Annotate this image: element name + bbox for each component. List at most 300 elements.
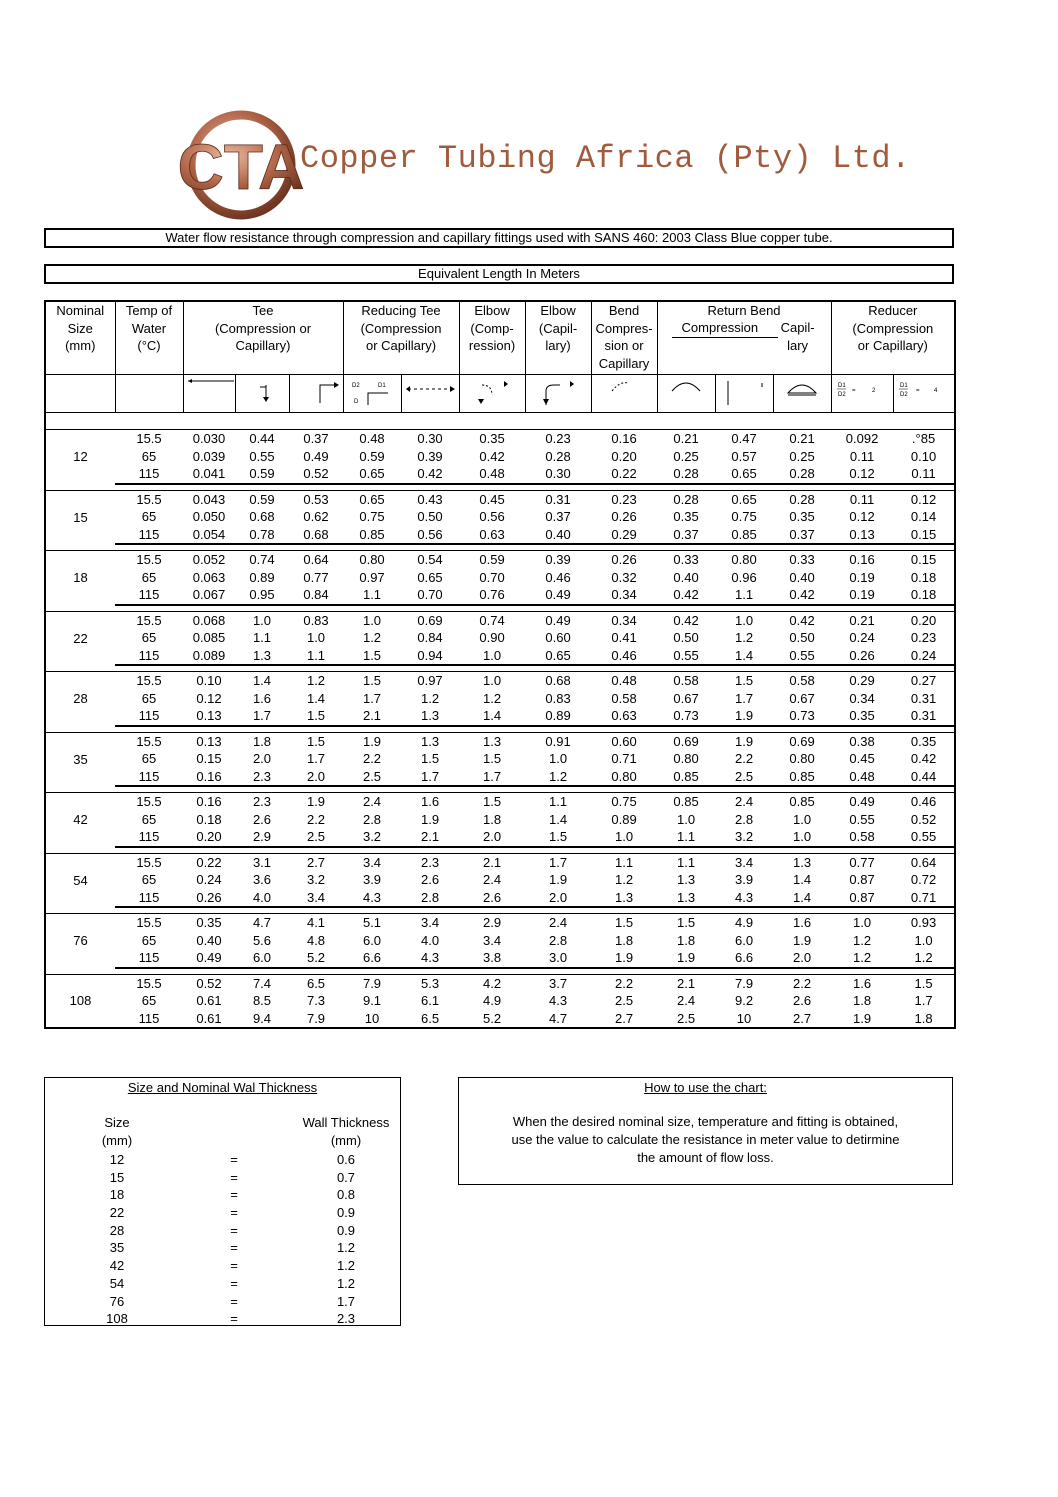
value-cell: 0.48 [459, 465, 525, 484]
value-cell: 1.0 [252, 612, 272, 628]
value-cell: 1.5 [420, 751, 440, 766]
value-cell: 0.22 [196, 854, 222, 870]
value-cell: 0.55 [893, 828, 955, 847]
temp-cell: 115 [115, 949, 183, 968]
value-cell: 0.12 [196, 690, 222, 706]
temp-cell: 15.5 [136, 915, 162, 930]
value-cell: 0.49 [303, 448, 329, 464]
logo-letters: CTA [177, 131, 305, 203]
table-row [45, 526, 955, 545]
value-cell: 0.32 [611, 569, 637, 585]
spacer-row [45, 413, 955, 430]
wall-thickness-value: 1.7 [336, 1293, 356, 1309]
reducer-icon-b [893, 375, 955, 413]
value-cell: 3.9 [734, 872, 754, 887]
value-cell: 0.80 [673, 751, 699, 766]
value-cell: 0.60 [545, 630, 571, 645]
company-logo [177, 112, 305, 218]
value-cell: 3.7 [548, 975, 568, 991]
value-cell: 0.70 [479, 569, 505, 585]
value-cell: 0.85 [673, 794, 699, 809]
value-cell: 1.0 [591, 828, 657, 847]
value-cell: 0.21 [673, 431, 699, 446]
value-cell: 0.47 [731, 431, 757, 446]
temp-cell: 15.5 [136, 733, 162, 749]
value-cell: 2.2 [306, 811, 326, 827]
value-cell: 1.3 [482, 733, 502, 749]
temp-cell: 65 [141, 448, 157, 464]
value-cell: 0.11 [893, 465, 955, 484]
temp-cell: 115 [115, 1010, 183, 1029]
value-cell: 3.4 [362, 854, 382, 870]
wall-thickness-row [45, 1310, 400, 1328]
value-cell: 0.48 [611, 673, 637, 688]
temp-cell: 65 [141, 872, 157, 887]
value-cell: 0.59 [235, 465, 289, 484]
elbow-cap-icon [525, 375, 591, 413]
value-cell: 0.80 [731, 552, 757, 567]
value-cell: 2.2 [614, 975, 634, 991]
value-cell: 0.58 [673, 673, 699, 688]
value-cell: 1.5 [306, 733, 326, 749]
value-cell: 1.0 [482, 673, 502, 688]
value-cell: 0.20 [910, 612, 937, 628]
col-header-return-bend-comp: Compression [672, 319, 779, 338]
value-cell: 0.58 [611, 690, 637, 706]
value-cell: 0.35 [673, 509, 699, 524]
value-cell: 0.46 [545, 569, 571, 585]
value-cell: 1.2 [525, 768, 591, 787]
value-cell: 3.4 [420, 915, 440, 930]
temp-cell: 65 [141, 932, 157, 948]
table-row [45, 508, 955, 526]
value-cell: 0.95 [235, 586, 289, 605]
value-cell: 0.85 [789, 794, 815, 809]
value-cell: 0.35 [789, 509, 815, 524]
value-cell: 0.76 [459, 586, 525, 605]
value-cell: .°85 [911, 431, 936, 446]
value-cell: 0.97 [417, 673, 443, 688]
value-cell: 0.42 [910, 751, 937, 766]
value-cell: 0.26 [611, 509, 637, 524]
nominal-size-cell: 18 [73, 570, 88, 586]
wall-size-header: Size (mm) [101, 1115, 133, 1148]
value-cell: 0.68 [249, 509, 275, 524]
value-cell: 6.6 [343, 949, 401, 968]
value-cell: 0.65 [525, 647, 591, 666]
value-cell: 0.34 [591, 586, 657, 605]
value-cell: 1.9 [831, 1010, 893, 1029]
value-cell: 2.0 [459, 828, 525, 847]
icon-cell-blank [115, 375, 183, 413]
value-cell: 0.10 [196, 673, 222, 688]
value-cell: 0.59 [359, 448, 385, 464]
value-cell: 1.2 [734, 630, 754, 645]
value-cell: 0.054 [183, 526, 235, 545]
value-cell: 1.0 [548, 751, 568, 766]
value-cell: 0.28 [657, 465, 715, 484]
value-cell: 0.70 [401, 586, 459, 605]
value-cell: 7.9 [289, 1010, 343, 1029]
table-row [45, 1010, 955, 1029]
value-cell: 0.35 [479, 431, 505, 446]
value-cell: 0.67 [789, 690, 815, 706]
wall-thickness-value: 0.6 [336, 1152, 356, 1167]
svg-text:D1: D1 [837, 383, 846, 389]
value-cell: 1.9 [420, 811, 440, 827]
value-cell: 3.2 [343, 828, 401, 847]
tee-run-icon [183, 375, 235, 413]
value-cell: 0.87 [849, 872, 875, 887]
value-cell: 0.65 [715, 465, 773, 484]
wall-thickness-value: 1.2 [336, 1258, 356, 1274]
value-cell: 4.7 [252, 915, 272, 930]
value-cell: 1.5 [289, 707, 343, 726]
value-cell: 0.22 [591, 465, 657, 484]
value-cell: 1.9 [793, 932, 812, 948]
value-cell: 3.6 [252, 872, 272, 887]
reducing-tee-run-icon [401, 375, 459, 413]
value-cell: 0.42 [479, 448, 505, 464]
svg-text:D2: D2 [351, 383, 360, 389]
value-cell: 0.52 [196, 975, 222, 991]
flow-resistance-table [44, 300, 956, 1029]
value-cell: 4.0 [420, 932, 440, 948]
value-cell: 6.1 [420, 993, 440, 1008]
value-cell: 0.68 [289, 526, 343, 545]
temp-cell: 115 [115, 768, 183, 787]
value-cell: 0.89 [525, 707, 591, 726]
value-cell: 1.4 [306, 690, 326, 706]
wall-thickness-value: 1.2 [336, 1240, 356, 1256]
table-row [45, 629, 955, 647]
value-cell: 2.1 [401, 828, 459, 847]
table-subtitle: Equivalent Length In Meters [44, 264, 954, 284]
value-cell: 0.75 [359, 509, 385, 524]
value-cell: 5.2 [289, 949, 343, 968]
value-cell: 0.46 [910, 794, 937, 809]
value-cell: 1.3 [591, 889, 657, 908]
value-cell: 0.28 [773, 465, 831, 484]
value-cell: 0.80 [789, 751, 815, 766]
value-cell: 0.75 [611, 794, 637, 809]
wall-size-value: 54 [109, 1275, 125, 1291]
value-cell: 2.5 [289, 828, 343, 847]
value-cell: 0.20 [183, 828, 235, 847]
value-cell: 1.6 [853, 975, 872, 991]
wall-equals: = [230, 1240, 238, 1256]
table-row [45, 569, 955, 587]
wall-thickness-row [45, 1293, 400, 1311]
value-cell: 1.6 [252, 690, 272, 706]
value-cell: 0.85 [715, 526, 773, 545]
temp-cell: 15.5 [136, 491, 162, 507]
value-cell: 1.1 [614, 854, 634, 870]
value-cell: 0.85 [657, 768, 715, 787]
value-cell: 1.0 [773, 828, 831, 847]
value-cell: 2.0 [773, 949, 831, 968]
value-cell: 0.63 [591, 707, 657, 726]
table-row [45, 992, 955, 1010]
value-cell: 0.49 [183, 949, 235, 968]
value-cell: 0.40 [196, 932, 222, 948]
value-cell: 0.28 [545, 448, 571, 464]
value-cell: 6.6 [715, 949, 773, 968]
table-row [45, 914, 955, 932]
company-name: Copper Tubing Africa (Pty) Ltd. [300, 140, 911, 177]
value-cell: 0.18 [196, 811, 222, 827]
nominal-size-cell: 54 [73, 872, 88, 888]
temp-cell: 15.5 [136, 612, 162, 628]
value-cell: 1.8 [252, 733, 272, 749]
value-cell: 0.84 [417, 630, 443, 645]
value-cell: 1.7 [401, 768, 459, 787]
value-cell: 0.23 [611, 491, 637, 507]
value-cell: 1.0 [459, 647, 525, 666]
return-bend-comp-icon-b [715, 375, 773, 413]
nominal-size-cell: 22 [73, 630, 88, 646]
value-cell: 1.2 [306, 673, 326, 688]
wall-size-value: 22 [109, 1205, 125, 1221]
table-row [45, 647, 955, 666]
value-cell: 0.48 [359, 431, 385, 446]
value-cell: 3.2 [306, 872, 326, 887]
value-cell: 0.24 [196, 872, 222, 887]
value-cell: 1.0 [734, 612, 754, 628]
value-cell: 4.9 [482, 993, 502, 1008]
value-cell: 0.83 [303, 612, 329, 628]
value-cell: 0.38 [849, 733, 875, 749]
value-cell: 0.16 [611, 431, 637, 446]
value-cell: 0.039 [192, 448, 226, 464]
value-cell: 1.1 [289, 647, 343, 666]
value-cell: 1.1 [252, 630, 272, 645]
value-cell: 1.4 [773, 889, 831, 908]
value-cell: 3.0 [525, 949, 591, 968]
reducing-tee-branch-icon [343, 375, 401, 413]
value-cell: 1.1 [676, 854, 696, 870]
how-to-use-box [458, 1077, 953, 1185]
value-cell: 1.7 [548, 854, 568, 870]
value-cell: 1.3 [401, 707, 459, 726]
value-cell: 0.31 [910, 690, 937, 706]
value-cell: 2.4 [548, 915, 568, 930]
value-cell: 0.16 [196, 794, 222, 809]
value-cell: 1.7 [459, 768, 525, 787]
value-cell: 0.84 [289, 586, 343, 605]
value-cell: 0.42 [673, 612, 699, 628]
value-cell: 0.13 [196, 733, 222, 749]
col-header-elbow-comp: Elbow (Comp- ression) [459, 301, 525, 375]
value-cell: 0.23 [910, 630, 937, 645]
value-cell: 2.0 [525, 889, 591, 908]
value-cell: 0.73 [773, 707, 831, 726]
value-cell: 1.4 [252, 673, 272, 688]
value-cell: 0.19 [849, 569, 875, 585]
value-cell: 0.96 [731, 569, 757, 585]
value-cell: 1.5 [734, 673, 754, 688]
value-cell: 0.20 [611, 448, 637, 464]
value-cell: 0.052 [192, 552, 226, 567]
wall-thickness-row [45, 1151, 400, 1169]
value-cell: 1.2 [853, 932, 872, 948]
value-cell: 1.2 [831, 949, 893, 968]
wall-thickness-box [44, 1077, 401, 1326]
how-to-title: How to use the chart: [644, 1080, 767, 1095]
value-cell: 0.15 [196, 751, 222, 766]
value-cell: 0.10 [910, 448, 937, 464]
value-cell: 1.2 [893, 949, 955, 968]
value-cell: 0.12 [910, 491, 937, 507]
value-cell: 2.3 [235, 768, 289, 787]
value-cell: 0.33 [789, 552, 815, 567]
table-row [45, 828, 955, 847]
value-cell: 0.15 [910, 552, 937, 567]
value-cell: 1.5 [914, 975, 933, 991]
value-cell: 0.39 [545, 552, 571, 567]
value-cell: 0.49 [849, 794, 875, 809]
value-cell: 6.0 [734, 932, 754, 948]
value-cell: 0.31 [545, 491, 571, 507]
tee-bull-icon [289, 375, 343, 413]
value-cell: 2.6 [459, 889, 525, 908]
value-cell: 2.4 [734, 794, 754, 809]
value-cell: 0.71 [611, 751, 637, 766]
table-row [45, 430, 955, 448]
value-cell: 0.75 [731, 509, 757, 524]
value-cell: 0.64 [910, 854, 937, 870]
value-cell: 3.8 [459, 949, 525, 968]
wall-thickness-row [45, 1275, 400, 1293]
value-cell: 0.15 [893, 526, 955, 545]
value-cell: 1.3 [793, 854, 812, 870]
svg-text:=: = [851, 388, 856, 394]
value-cell: 0.56 [479, 509, 505, 524]
wall-thickness-title: Size and Nominal Wal Thickness [127, 1080, 318, 1095]
value-cell: 0.19 [831, 586, 893, 605]
value-cell: 0.37 [657, 526, 715, 545]
value-cell: 2.3 [420, 854, 440, 870]
value-cell: 0.89 [249, 569, 275, 585]
value-cell: 0.57 [731, 448, 757, 464]
value-cell: 0.85 [343, 526, 401, 545]
value-cell: 4.7 [525, 1010, 591, 1029]
value-cell: 0.62 [303, 509, 329, 524]
table-row [45, 750, 955, 768]
table-row [45, 586, 955, 605]
value-cell: 0.74 [249, 552, 275, 567]
temp-cell: 65 [141, 993, 157, 1008]
tee-branch-icon [235, 375, 289, 413]
value-cell: 9.4 [235, 1010, 289, 1029]
temp-cell: 115 [115, 465, 183, 484]
value-cell: 1.0 [793, 811, 812, 827]
value-cell: 0.73 [657, 707, 715, 726]
value-cell: 3.4 [289, 889, 343, 908]
col-header-reducer: Reducer (Compression or Capillary) [831, 301, 955, 375]
value-cell: 0.40 [525, 526, 591, 545]
value-cell: 0.030 [192, 431, 226, 446]
value-cell: 0.59 [249, 491, 275, 507]
table-row [45, 949, 955, 968]
value-cell: 1.0 [914, 932, 933, 948]
value-cell: 1.9 [715, 707, 773, 726]
value-cell: 0.067 [183, 586, 235, 605]
temp-cell: 65 [141, 690, 157, 706]
temp-cell: 115 [115, 828, 183, 847]
wall-thickness-header: Wall Thickness (mm) [302, 1115, 390, 1148]
value-cell: 1.9 [362, 733, 382, 749]
wall-size-value: 42 [109, 1258, 125, 1274]
wall-equals: = [230, 1275, 238, 1291]
value-cell: 0.13 [831, 526, 893, 545]
svg-text:D: D [353, 399, 358, 405]
value-cell: 0.24 [893, 647, 955, 666]
value-cell: 0.55 [657, 647, 715, 666]
value-cell: 2.5 [657, 1010, 715, 1029]
value-cell: 2.0 [252, 751, 272, 766]
value-cell: 1.6 [793, 915, 812, 930]
value-cell: 1.5 [614, 915, 634, 930]
value-cell: 0.30 [417, 431, 443, 446]
value-cell: 0.69 [417, 612, 443, 628]
value-cell: 0.55 [773, 647, 831, 666]
value-cell: 0.37 [773, 526, 831, 545]
value-cell: 0.61 [196, 993, 222, 1008]
value-cell: 2.3 [252, 794, 272, 809]
value-cell: 3.4 [482, 932, 502, 948]
value-cell: 0.69 [673, 733, 699, 749]
value-cell: 1.2 [420, 690, 440, 706]
value-cell: 0.35 [910, 733, 937, 749]
value-cell: 0.12 [831, 465, 893, 484]
value-cell: 0.89 [611, 811, 637, 827]
value-cell: 1.4 [715, 647, 773, 666]
value-cell: 0.35 [196, 915, 222, 930]
value-cell: 1.6 [420, 794, 440, 809]
value-cell: 0.27 [910, 673, 937, 688]
value-cell: 2.8 [362, 811, 382, 827]
bend-icon [591, 375, 657, 413]
value-cell: 1.4 [548, 811, 568, 827]
wall-thickness-value: 1.2 [336, 1275, 356, 1291]
temp-cell: 115 [115, 647, 183, 666]
value-cell: 0.40 [673, 569, 699, 585]
value-cell: 4.0 [235, 889, 289, 908]
value-cell: 0.44 [249, 431, 275, 446]
table-row [45, 551, 955, 569]
svg-text:4: 4 [933, 388, 937, 394]
table-row [45, 690, 955, 708]
table-row [45, 889, 955, 908]
temp-cell: 15.5 [136, 794, 162, 809]
table-row [45, 611, 955, 629]
col-header-temp: Temp of Water (°C) [115, 301, 183, 375]
svg-text:D2: D2 [899, 392, 908, 398]
wall-thickness-row [45, 1257, 400, 1275]
temp-cell: 65 [141, 811, 157, 827]
value-cell: 2.6 [420, 872, 440, 887]
value-cell: 0.80 [359, 552, 385, 567]
value-cell: 1.8 [482, 811, 502, 827]
svg-text:D1: D1 [899, 383, 908, 389]
value-cell: 4.3 [548, 993, 568, 1008]
value-cell: 1.4 [793, 872, 812, 887]
wall-thickness-value: 0.7 [336, 1169, 356, 1185]
nominal-size-cell: 28 [73, 691, 88, 707]
value-cell: 0.85 [773, 768, 831, 787]
value-cell: 0.50 [789, 630, 815, 645]
